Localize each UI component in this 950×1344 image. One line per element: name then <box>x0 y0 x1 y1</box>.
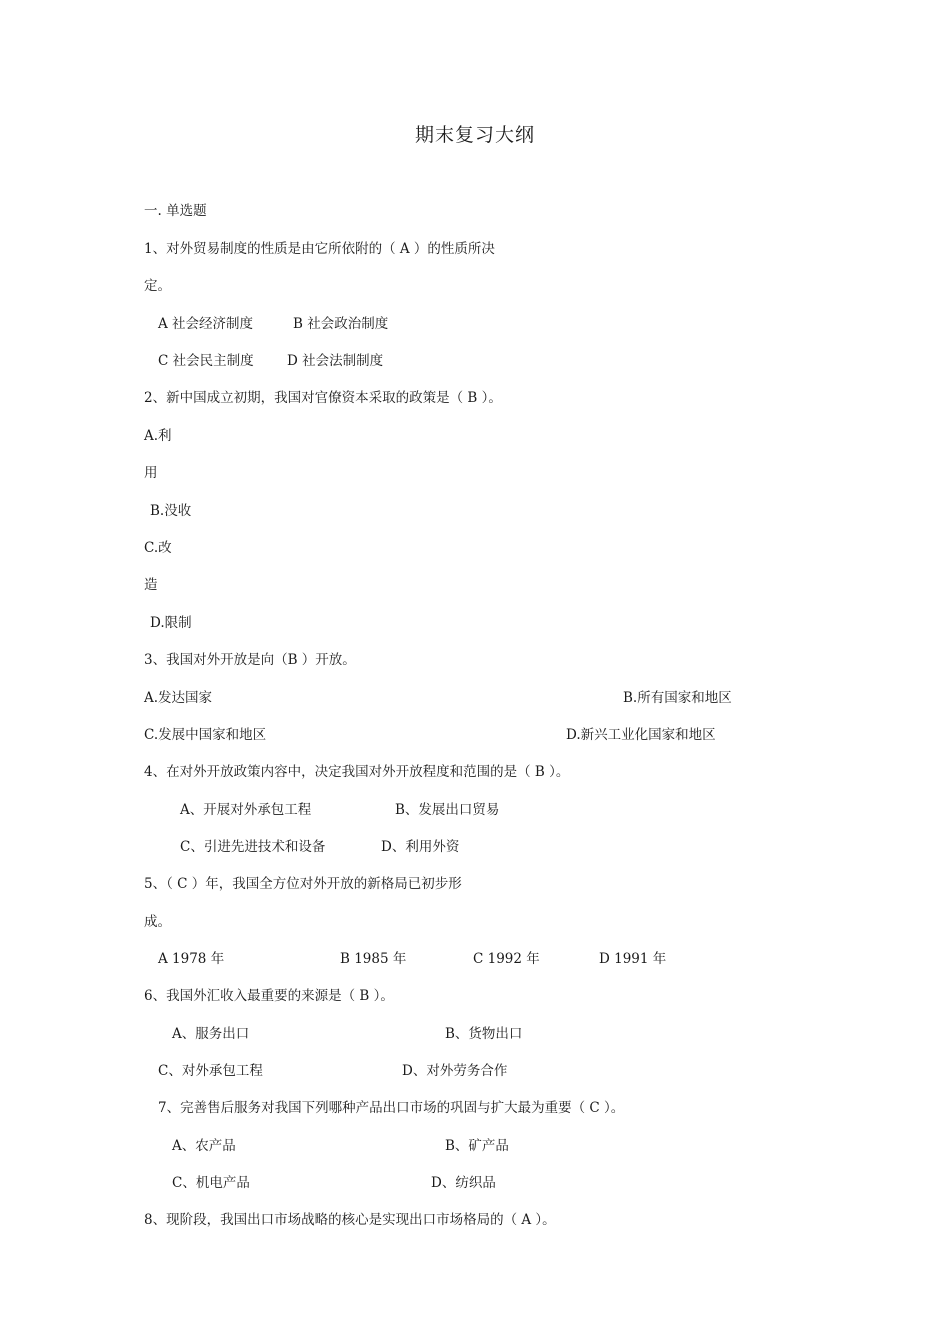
q5-option-b: B 1985 年 <box>340 951 407 967</box>
q2-option-c-cont: 造 <box>144 577 158 593</box>
q1-option-b: B 社会政治制度 <box>293 316 389 332</box>
q6-option-c: C、对外承包工程 <box>158 1063 263 1079</box>
q1-option-a: A 社会经济制度 <box>158 316 254 332</box>
q6-option-d: D、对外劳务合作 <box>402 1063 508 1079</box>
q4-option-d: D、利用外资 <box>381 839 460 855</box>
q4-option-a: A、开展对外承包工程 <box>180 802 312 818</box>
q6-option-a: A、服务出口 <box>172 1026 250 1042</box>
q4-option-b: B、发展出口贸易 <box>395 802 500 818</box>
question-1-cont: 定。 <box>144 278 171 294</box>
q7-option-c: C、机电产品 <box>172 1175 250 1191</box>
question-2: 2、新中国成立初期，我国对官僚资本采取的政策是（ B ）。 <box>144 390 502 406</box>
q3-option-a: A.发达国家 <box>144 690 213 706</box>
q7-option-a: A、农产品 <box>172 1138 236 1154</box>
q2-option-c: C.改 <box>144 540 172 556</box>
question-5-cont: 成。 <box>144 914 171 930</box>
q3-option-c: C.发展中国家和地区 <box>144 727 267 743</box>
page-title: 期末复习大纲 <box>414 124 535 146</box>
q2-option-d: D.限制 <box>150 615 192 631</box>
question-4: 4、在对外开放政策内容中，决定我国对外开放程度和范围的是（ B ）。 <box>144 764 570 780</box>
question-8: 8、现阶段，我国出口市场战略的核心是实现出口市场格局的（ A ）。 <box>144 1212 556 1228</box>
q6-option-b: B、货物出口 <box>445 1026 523 1042</box>
q5-option-d: D 1991 年 <box>599 951 667 967</box>
question-5: 5、（ C ）年，我国全方位对外开放的新格局已初步形 <box>144 876 462 892</box>
q2-option-b: B.没收 <box>150 503 192 519</box>
q1-option-d: D 社会法制制度 <box>287 353 384 369</box>
section-heading: 一. 单选题 <box>144 203 207 219</box>
question-7: 7、完善售后服务对我国下列哪种产品出口市场的巩固与扩大最为重要（ C ）。 <box>158 1100 625 1116</box>
q2-option-a-cont: 用 <box>144 465 158 481</box>
question-1: 1、对外贸易制度的性质是由它所依附的（ A ）的性质所决 <box>144 241 495 257</box>
q4-option-c: C、引进先进技术和设备 <box>180 839 326 855</box>
q1-option-c: C 社会民主制度 <box>158 353 254 369</box>
q5-option-c: C 1992 年 <box>473 951 540 967</box>
q3-option-b: B.所有国家和地区 <box>623 690 732 706</box>
q2-option-a: A.利 <box>144 428 172 444</box>
question-3: 3、我国对外开放是向（B ）开放。 <box>144 652 356 668</box>
q7-option-b: B、矿产品 <box>445 1138 509 1154</box>
q7-option-d: D、纺织品 <box>431 1175 496 1191</box>
q5-option-a: A 1978 年 <box>158 951 225 967</box>
question-6: 6、我国外汇收入最重要的来源是（ B ）。 <box>144 988 394 1004</box>
q3-option-d: D.新兴工业化国家和地区 <box>566 727 716 743</box>
